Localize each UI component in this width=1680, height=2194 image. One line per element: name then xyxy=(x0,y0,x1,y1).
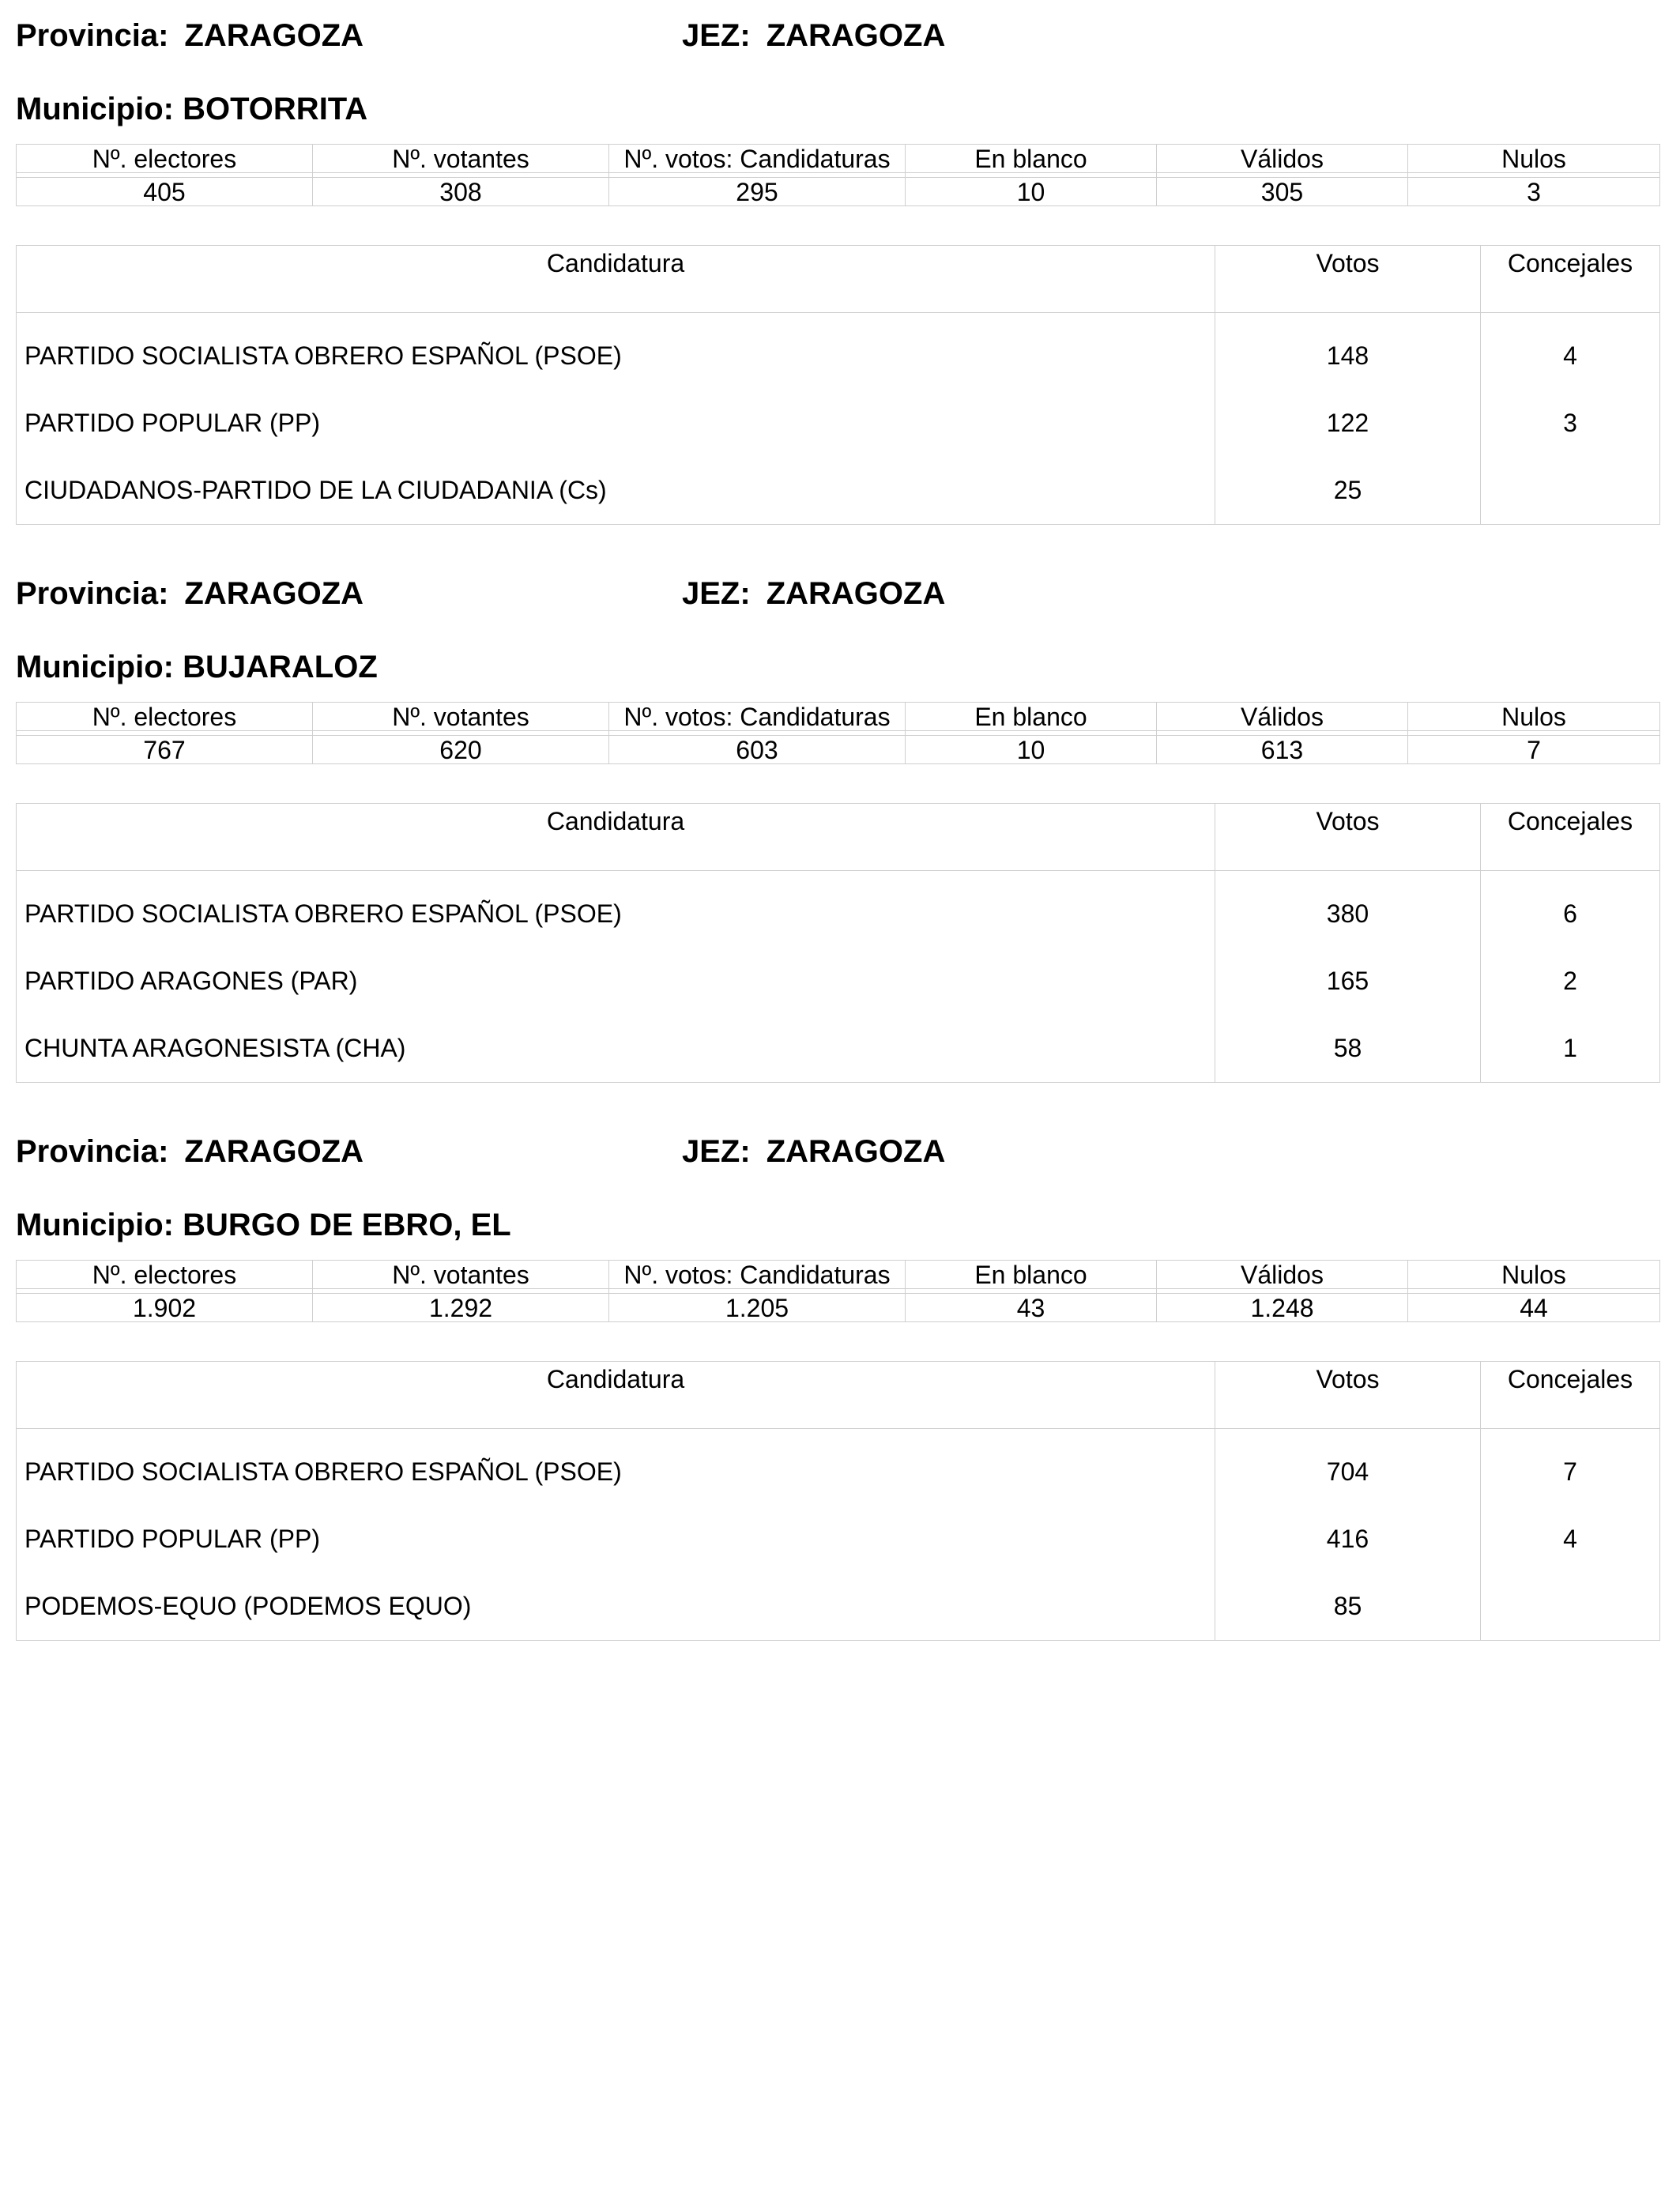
municipality-block xyxy=(16,1116,1659,1669)
stats-value-votantes: 620 xyxy=(313,736,609,764)
municipio-value: BURGO DE EBRO, EL xyxy=(183,1208,511,1242)
stats-header-electores: Nº. electores xyxy=(17,703,313,731)
provincia-label: Provincia: xyxy=(16,18,169,53)
candidatura-concejales: 1 xyxy=(1481,1015,1660,1083)
stats-header-validos: Válidos xyxy=(1157,1261,1408,1289)
candidaturas-table xyxy=(16,1361,1660,1641)
candidaturas-table xyxy=(16,245,1660,525)
table-row xyxy=(17,1506,1660,1573)
concejales-header: Concejales xyxy=(1481,1362,1660,1429)
provincia-heading xyxy=(16,578,363,609)
candidatura-name: PARTIDO SOCIALISTA OBRERO ESPAÑOL (PSOE) xyxy=(24,341,622,370)
candidatura-concejales xyxy=(1481,1573,1660,1641)
municipio-label: Municipio: xyxy=(16,92,174,126)
candidatura-concejales: 4 xyxy=(1481,313,1660,390)
stats-header-electores: Nº. electores xyxy=(17,1261,313,1289)
stats-table xyxy=(16,144,1660,206)
municipio-value: BUJARALOZ xyxy=(183,650,378,684)
stats-header-row xyxy=(17,703,1660,731)
stats-value-validos: 1.248 xyxy=(1157,1294,1408,1322)
stats-header-row xyxy=(17,1261,1660,1289)
candidaturas-header-row xyxy=(17,804,1660,871)
candidatura-name: PARTIDO SOCIALISTA OBRERO ESPAÑOL (PSOE) xyxy=(24,1457,622,1486)
stats-value-electores: 767 xyxy=(17,736,313,764)
provincia-heading xyxy=(16,1136,363,1167)
candidatura-name: CIUDADANOS-PARTIDO DE LA CIUDADANIA (Cs) xyxy=(24,476,607,504)
candidaturas-header-row xyxy=(17,246,1660,313)
stats-value-electores: 405 xyxy=(17,178,313,206)
candidatura-name: PARTIDO SOCIALISTA OBRERO ESPAÑOL (PSOE) xyxy=(24,899,622,928)
candidatura-name: PARTIDO POPULAR (PP) xyxy=(24,409,320,437)
stats-header-votantes: Nº. votantes xyxy=(313,145,609,173)
stats-header-en-blanco: En blanco xyxy=(906,703,1157,731)
jez-label: JEZ: xyxy=(682,576,751,611)
jez-value: ZARAGOZA xyxy=(766,18,946,53)
jez-label: JEZ: xyxy=(682,1134,751,1169)
table-row xyxy=(17,313,1660,390)
stats-header-en-blanco: En blanco xyxy=(906,145,1157,173)
provincia-label: Provincia: xyxy=(16,576,169,611)
stats-value-validos: 613 xyxy=(1157,736,1408,764)
candidatura-header: Candidatura xyxy=(17,1362,1215,1429)
stats-header-votantes: Nº. votantes xyxy=(313,703,609,731)
candidatura-name: CHUNTA ARAGONESISTA (CHA) xyxy=(24,1034,406,1062)
municipio-label: Municipio: xyxy=(16,650,174,684)
municipality-block xyxy=(16,558,1659,1111)
table-row xyxy=(17,1429,1660,1506)
candidatura-votos: 58 xyxy=(1215,1015,1481,1083)
candidaturas-table xyxy=(16,803,1660,1083)
candidatura-concejales: 4 xyxy=(1481,1506,1660,1573)
stats-value-votos-candidaturas: 1.205 xyxy=(609,1294,906,1322)
candidatura-header: Candidatura xyxy=(17,246,1215,313)
concejales-header: Concejales xyxy=(1481,804,1660,871)
table-row xyxy=(17,871,1660,948)
stats-value-row xyxy=(17,1294,1660,1322)
table-row xyxy=(17,1573,1660,1641)
candidatura-concejales: 7 xyxy=(1481,1429,1660,1506)
stats-header-nulos: Nulos xyxy=(1408,1261,1660,1289)
stats-header-validos: Válidos xyxy=(1157,145,1408,173)
candidatura-name: PARTIDO ARAGONES (PAR) xyxy=(24,967,358,995)
municipio-value: BOTORRITA xyxy=(183,92,368,126)
jez-heading xyxy=(682,20,945,51)
stats-table xyxy=(16,702,1660,764)
candidatura-concejales: 2 xyxy=(1481,948,1660,1015)
stats-header-votos-candidaturas: Nº. votos: Candidaturas xyxy=(609,1261,906,1289)
candidaturas-header-row xyxy=(17,1362,1660,1429)
municipio-label: Municipio: xyxy=(16,1208,174,1242)
candidatura-votos: 122 xyxy=(1215,390,1481,457)
concejales-header: Concejales xyxy=(1481,246,1660,313)
provincia-value: ZARAGOZA xyxy=(184,1134,364,1169)
provincia-label: Provincia: xyxy=(16,1134,169,1169)
candidatura-votos: 416 xyxy=(1215,1506,1481,1573)
candidatura-name: PARTIDO POPULAR (PP) xyxy=(24,1525,320,1553)
stats-header-nulos: Nulos xyxy=(1408,145,1660,173)
candidatura-concejales: 3 xyxy=(1481,390,1660,457)
candidatura-votos: 165 xyxy=(1215,948,1481,1015)
table-row xyxy=(17,948,1660,1015)
municipality-block xyxy=(16,0,1659,553)
candidatura-votos: 85 xyxy=(1215,1573,1481,1641)
jez-value: ZARAGOZA xyxy=(766,1134,946,1169)
stats-value-en-blanco: 10 xyxy=(906,178,1157,206)
candidatura-votos: 704 xyxy=(1215,1429,1481,1506)
municipio-heading xyxy=(16,1209,511,1241)
stats-header-votos-candidaturas: Nº. votos: Candidaturas xyxy=(609,145,906,173)
stats-value-nulos: 44 xyxy=(1408,1294,1660,1322)
candidatura-votos: 25 xyxy=(1215,457,1481,525)
jez-heading xyxy=(682,578,945,609)
stats-header-row xyxy=(17,145,1660,173)
stats-value-nulos: 7 xyxy=(1408,736,1660,764)
table-row xyxy=(17,1015,1660,1083)
jez-label: JEZ: xyxy=(682,18,751,53)
provincia-heading xyxy=(16,20,363,51)
table-row xyxy=(17,390,1660,457)
stats-value-en-blanco: 43 xyxy=(906,1294,1157,1322)
stats-value-row xyxy=(17,736,1660,764)
candidatura-votos: 380 xyxy=(1215,871,1481,948)
stats-header-en-blanco: En blanco xyxy=(906,1261,1157,1289)
stats-table xyxy=(16,1260,1660,1322)
municipio-heading xyxy=(16,93,367,125)
stats-header-validos: Válidos xyxy=(1157,703,1408,731)
stats-value-en-blanco: 10 xyxy=(906,736,1157,764)
stats-value-votos-candidaturas: 295 xyxy=(609,178,906,206)
stats-value-nulos: 3 xyxy=(1408,178,1660,206)
provincia-value: ZARAGOZA xyxy=(184,18,364,53)
candidatura-votos: 148 xyxy=(1215,313,1481,390)
stats-value-votantes: 308 xyxy=(313,178,609,206)
stats-header-votantes: Nº. votantes xyxy=(313,1261,609,1289)
candidatura-name: PODEMOS-EQUO (PODEMOS EQUO) xyxy=(24,1592,472,1620)
votos-header: Votos xyxy=(1215,246,1481,313)
stats-header-electores: Nº. electores xyxy=(17,145,313,173)
jez-value: ZARAGOZA xyxy=(766,576,946,611)
municipio-heading xyxy=(16,651,378,683)
candidatura-concejales: 6 xyxy=(1481,871,1660,948)
stats-value-votantes: 1.292 xyxy=(313,1294,609,1322)
provincia-value: ZARAGOZA xyxy=(184,576,364,611)
votos-header: Votos xyxy=(1215,1362,1481,1429)
stats-value-row xyxy=(17,178,1660,206)
candidatura-concejales xyxy=(1481,457,1660,525)
table-row xyxy=(17,457,1660,525)
stats-value-votos-candidaturas: 603 xyxy=(609,736,906,764)
stats-value-electores: 1.902 xyxy=(17,1294,313,1322)
jez-heading xyxy=(682,1136,945,1167)
stats-header-nulos: Nulos xyxy=(1408,703,1660,731)
stats-value-validos: 305 xyxy=(1157,178,1408,206)
candidatura-header: Candidatura xyxy=(17,804,1215,871)
stats-header-votos-candidaturas: Nº. votos: Candidaturas xyxy=(609,703,906,731)
votos-header: Votos xyxy=(1215,804,1481,871)
